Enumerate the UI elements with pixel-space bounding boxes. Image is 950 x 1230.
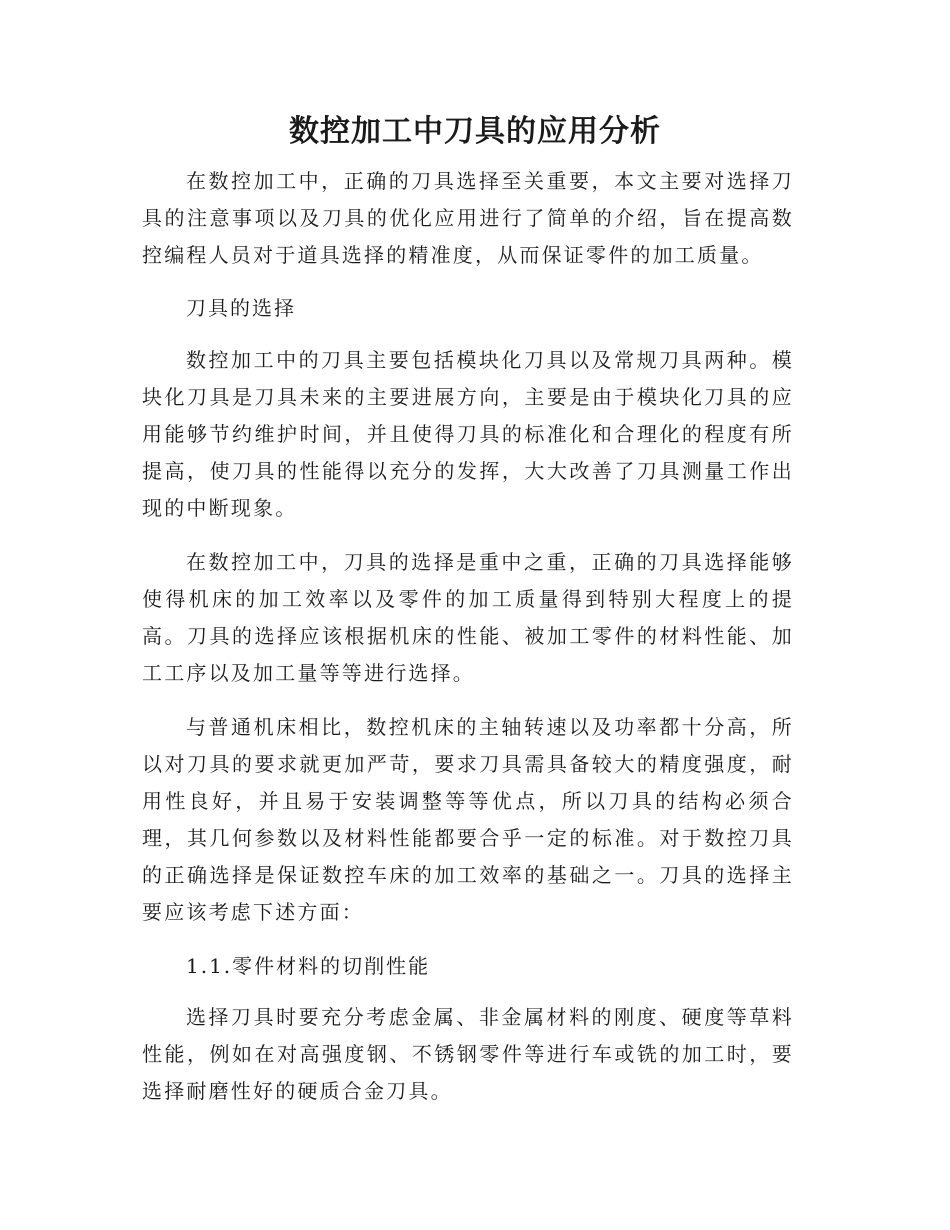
paragraph-material-cutting: 选择刀具时要充分考虑金属、非金属材料的刚度、硬度等草料性能，例如在对高强度钢、不锈钢零件等进行车或铣的加工时，要选择耐磨性好的硬质合金刀具。 bbox=[142, 1005, 794, 1103]
paragraph-cnc-comparison: 与普通机床相比，数控机床的主轴转速以及功率都十分高，所以对刀具的要求就更加严苛，要求刀具需具备较大的精度强度，耐用性良好，并且易于安装调整等等优点，所以刀具的结构必须合理，其几何参数以及材料性能都要合乎一定的标准。对于数控刀具的正确选择是保证数控车床的加工效率的基础之一。刀具的选择主要应该考虑下述方面： bbox=[142, 715, 794, 924]
section-heading-tool-selection: 刀具的选择 bbox=[186, 296, 296, 320]
document-title: 数控加工中刀具的应用分析 bbox=[289, 114, 661, 149]
intro-paragraph: 在数控加工中，正确的刀具选择至关重要，本文主要对选择刀具的注意事项以及刀具的优化应用进行了简单的介绍，旨在提高数控编程人员对于道具选择的精准度，从而保证零件的加工质量。 bbox=[142, 169, 794, 267]
subsection-heading-cutting-performance: 1.1.零件材料的切削性能 bbox=[186, 954, 431, 978]
paragraph-modular-tools: 数控加工中的刀具主要包括模块化刀具以及常规刀具两种。模块化刀具是刀具未来的主要进展方向，主要是由于模块化刀具的应用能够节约维护时间，并且使得刀具的标准化和合理化的程度有所提高，使刀具的性能得以充分的发挥，大大改善了刀具测量工作出现的中断现象。 bbox=[142, 348, 794, 520]
paragraph-tool-selection-importance: 在数控加工中，刀具的选择是重中之重，正确的刀具选择能够使得机床的加工效率以及零件的加工质量得到特别大程度上的提高。刀具的选择应该根据机床的性能、被加工零件的材料性能、加工工序以及加工量等等进行选择。 bbox=[142, 550, 794, 685]
